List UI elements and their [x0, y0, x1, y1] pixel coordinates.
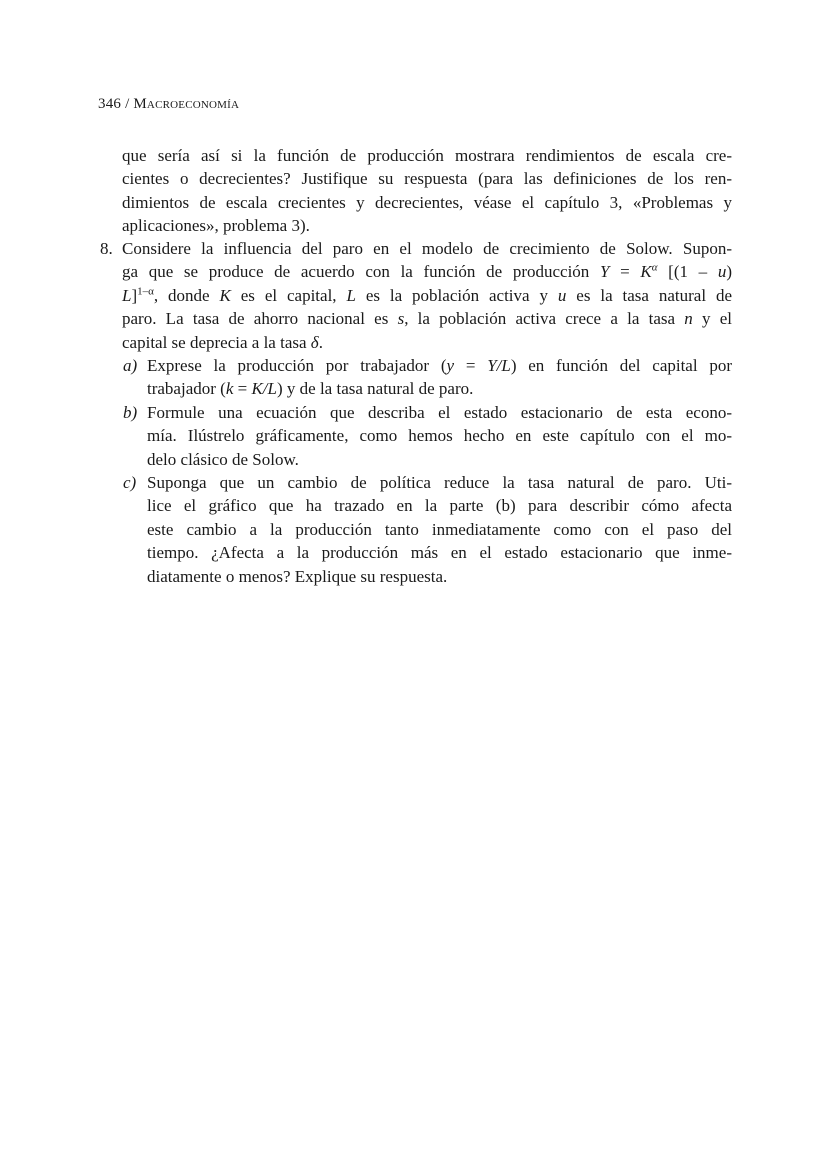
problem-8-statement	[122, 237, 732, 354]
part-b-label: b)	[123, 403, 138, 422]
text-line: Suponga que un cambio de política reduce la tasa natural de paro. Uti-	[147, 473, 732, 492]
book-title: Macroeconomía	[133, 96, 240, 112]
text-line: L]$^{1-\alpha}$, donde K es el capital, L es la población activa y u es la tasa natural de	[122, 285, 732, 305]
part-a-label: a)	[123, 356, 138, 375]
text-line: tiempo. ¿Afecta a la producción más en el estado estacionario que inme-	[147, 543, 732, 563]
header-separator: /	[125, 96, 130, 112]
running-head	[98, 96, 239, 113]
text-line: capital se deprecia a la tasa δ.	[122, 332, 323, 352]
text-line: paro. La tasa de ahorro nacional es s, la población activa crece a la tasa n y el	[122, 309, 732, 329]
text-line: aplicaciones», problema 3).	[122, 216, 310, 236]
text-line: diatamente o menos? Explique su respuesta.	[147, 566, 448, 586]
text-line: delo clásico de Solow.	[147, 449, 299, 469]
text-line: este cambio a la producción tanto inmediatamente como con el paso del	[147, 519, 732, 539]
text-line: que sería así si la función de producción mostrara rendimientos de escala cre-	[122, 146, 732, 165]
text-line: Formule una ecuación que describa el estado estacionario de esta econo-	[147, 403, 732, 422]
text-line: mía. Ilústrelo gráficamente, como hemos hecho en este capítulo con el mo-	[147, 426, 732, 446]
problem-number: 8.	[100, 239, 113, 258]
text-line: ga que se produce de acuerdo con la función de producción $Y = K^\alpha$ [(1 – u)	[122, 261, 732, 282]
part-a-text	[147, 354, 732, 401]
text-line: lice el gráfico que ha trazado en la parte (b) para describir cómo afecta	[147, 496, 732, 516]
text-line: trabajador (k = K/L) y de la tasa natural de paro.	[147, 379, 474, 399]
part-c-label: c)	[123, 473, 137, 492]
problem-7-continuation	[122, 144, 732, 238]
text-line: dimientos de escala crecientes y decrecientes, véase el capítulo 3, «Problemas y	[122, 192, 732, 212]
part-b-text	[147, 401, 732, 471]
text-line: cientes o decrecientes? Justifique su respuesta (para las definiciones de los ren-	[122, 169, 732, 189]
text-line: Exprese la producción por trabajador (y = Y/L) en función del capital por	[147, 356, 732, 375]
page-number: 346	[98, 96, 122, 112]
text-line: Considere la influencia del paro en el modelo de crecimiento de Solow. Supon-	[122, 239, 732, 258]
part-c-text	[147, 471, 732, 588]
